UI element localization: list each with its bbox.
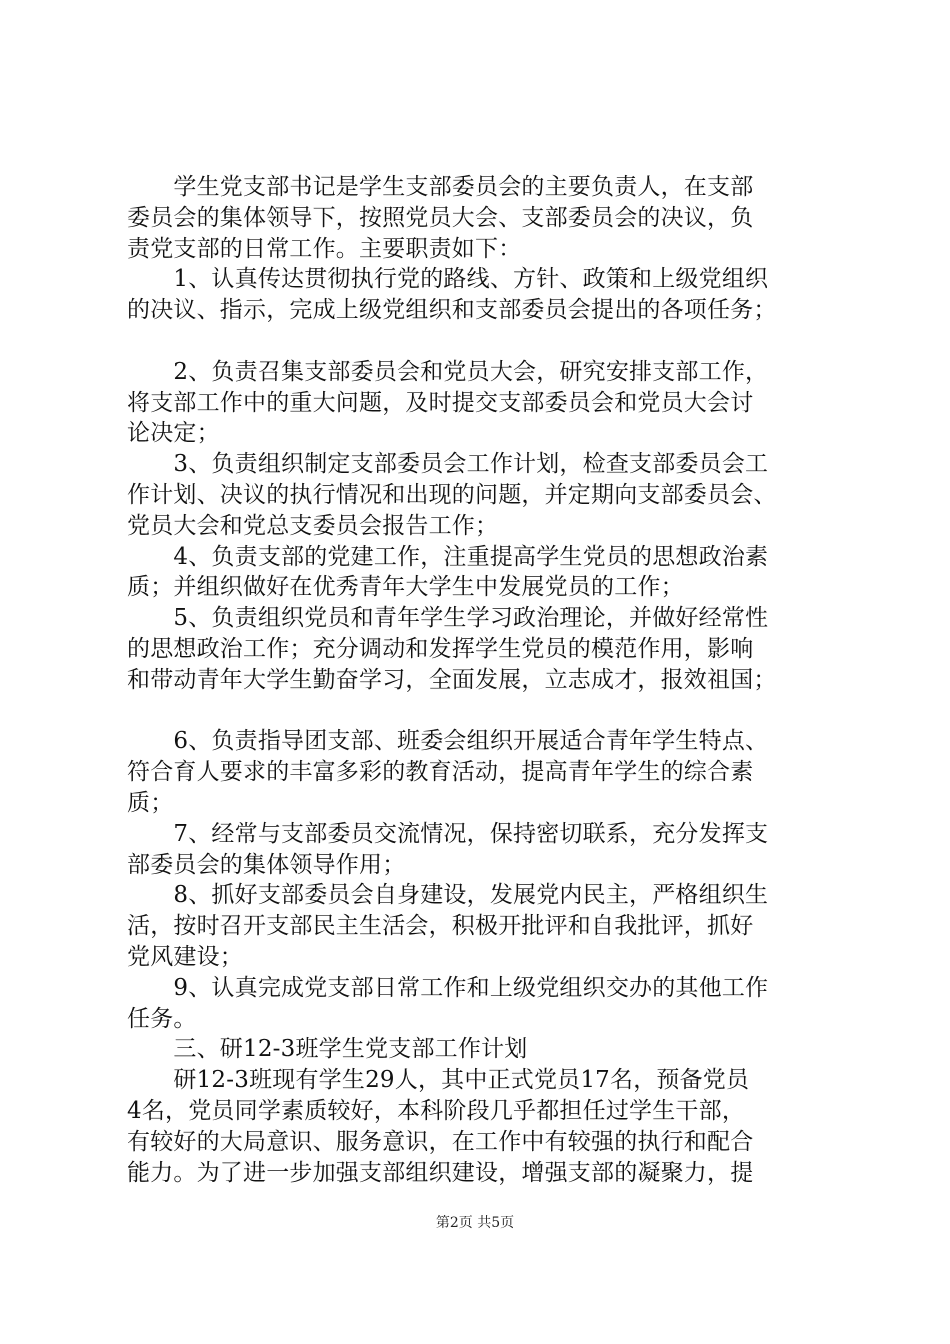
document-body xyxy=(127,172,839,1188)
text-line: 4名，党员同学素质较好，本科阶段几乎都担任过学生干部， xyxy=(127,1097,746,1124)
blank-line xyxy=(127,326,839,357)
text-line: 质；并组织做好在优秀青年大学生中发展党员的工作； xyxy=(127,574,684,601)
text-line: 有较好的大局意识、服务意识，在工作中有较强的执行和配合 xyxy=(127,1128,754,1155)
text-line: 责党支部的日常工作。主要职责如下： xyxy=(127,235,522,262)
text-line: 作计划、决议的执行情况和出现的问题，并定期向支部委员会、 xyxy=(127,481,777,508)
text-line: 活，按时召开支部民主生活会，积极开批评和自我批评，抓好 xyxy=(127,913,754,940)
text-line: 委员会的集体领导下，按照党员大会、支部委员会的决议，负 xyxy=(127,204,754,231)
text-line: 5、负责组织党员和青年学生学习政治理论，并做好经常性 xyxy=(127,605,769,632)
text-line: 任务。 xyxy=(127,1005,197,1032)
text-line: 8、抓好支部委员会自身建设，发展党内民主，严格组织生 xyxy=(127,882,769,909)
text-line: 2、负责召集支部委员会和党员大会，研究安排支部工作， xyxy=(127,358,769,385)
text-line: 部委员会的集体领导作用； xyxy=(127,851,406,878)
text-line: 论决定； xyxy=(127,420,220,447)
text-line: 3、负责组织制定支部委员会工作计划，检查支部委员会工 xyxy=(127,451,769,478)
text-line: 党风建设； xyxy=(127,943,243,970)
text-line: 的决议、指示，完成上级党组织和支部委员会提出的各项任务； xyxy=(127,297,777,324)
text-line: 党员大会和党总支委员会报告工作； xyxy=(127,512,499,539)
text-line: 的思想政治工作；充分调动和发挥学生党员的模范作用，影响 xyxy=(127,635,754,662)
text-line: 6、负责指导团支部、班委会组织开展适合青年学生特点、 xyxy=(127,728,769,755)
blank-line xyxy=(127,696,839,727)
text-line: 将支部工作中的重大问题，及时提交支部委员会和党员大会讨 xyxy=(127,389,754,416)
text-line: 和带动青年大学生勤奋学习，全面发展，立志成才，报效祖国； xyxy=(127,666,777,693)
text-line: 研12-3班现有学生29人，其中正式党员17名，预备党员 xyxy=(127,1067,750,1094)
text-line: 1、认真传达贯彻执行党的路线、方针、政策和上级党组织 xyxy=(127,266,769,293)
text-line: 4、负责支部的党建工作，注重提高学生党员的思想政治素 xyxy=(127,543,769,570)
text-line: 能力。为了进一步加强支部组织建设，增强支部的凝聚力，提 xyxy=(127,1159,754,1186)
text-line: 质； xyxy=(127,789,174,816)
page-footer: 第2页 共5页 xyxy=(435,1215,515,1231)
text-line: 9、认真完成党支部日常工作和上级党组织交办的其他工作 xyxy=(127,974,769,1001)
text-line: 三、研12-3班学生党支部工作计划 xyxy=(127,1036,528,1063)
text-line: 符合育人要求的丰富多彩的教育活动，提高青年学生的综合素 xyxy=(127,759,754,786)
text-line: 7、经常与支部委员交流情况，保持密切联系，充分发挥支 xyxy=(127,820,769,847)
text-line: 学生党支部书记是学生支部委员会的主要负责人，在支部 xyxy=(127,174,754,200)
